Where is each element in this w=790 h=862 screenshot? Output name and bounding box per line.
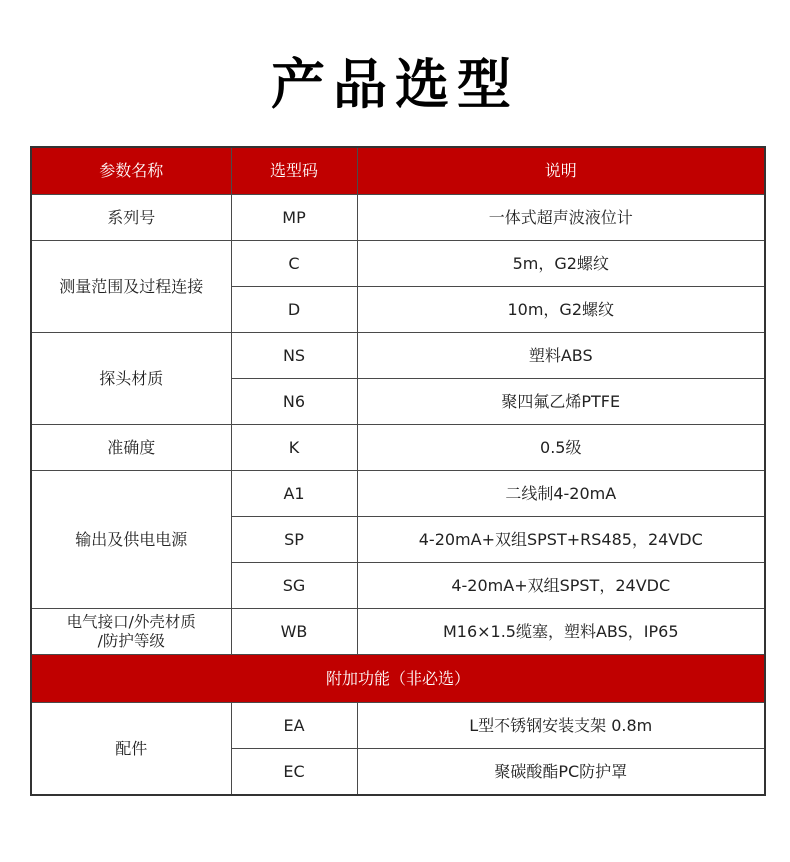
table-row — [31, 333, 765, 379]
table-row — [31, 609, 765, 655]
section-title: 附加功能（非必选） — [31, 655, 765, 703]
desc-cell: M16×1.5缆塞，塑料ABS，IP65 — [357, 609, 765, 655]
section-header-row — [31, 655, 765, 703]
param-cell — [31, 609, 231, 655]
code-cell: A1 — [231, 471, 357, 517]
param-cell: 系列号 — [31, 195, 231, 241]
param-line-1: 电气接口/外壳材质 — [66, 612, 196, 631]
desc-cell: 5m，G2螺纹 — [357, 241, 765, 287]
desc-cell: 聚四氟乙烯PTFE — [357, 379, 765, 425]
code-cell: K — [231, 425, 357, 471]
table-row — [31, 471, 765, 517]
desc-cell: 4-20mA+双组SPST，24VDC — [357, 563, 765, 609]
header-code: 选型码 — [231, 147, 357, 195]
code-cell: SG — [231, 563, 357, 609]
page-title: 产品选型 — [271, 53, 519, 116]
code-cell: N6 — [231, 379, 357, 425]
code-cell: MP — [231, 195, 357, 241]
table-header-row — [31, 147, 765, 195]
param-cell: 输出及供电电源 — [31, 471, 231, 609]
desc-cell: 塑料ABS — [357, 333, 765, 379]
code-cell: SP — [231, 517, 357, 563]
param-cell: 探头材质 — [31, 333, 231, 425]
desc-cell: 一体式超声波液位计 — [357, 195, 765, 241]
param-cell: 准确度 — [31, 425, 231, 471]
header-param: 参数名称 — [31, 147, 231, 195]
code-cell: C — [231, 241, 357, 287]
table-row — [31, 425, 765, 471]
code-cell: WB — [231, 609, 357, 655]
selection-table — [30, 146, 766, 796]
param-cell: 测量范围及过程连接 — [31, 241, 231, 333]
desc-cell: L型不锈钢安装支架 0.8m — [357, 703, 765, 749]
desc-cell: 二线制4-20mA — [357, 471, 765, 517]
code-cell: EC — [231, 749, 357, 796]
desc-cell: 10m，G2螺纹 — [357, 287, 765, 333]
table-row — [31, 703, 765, 749]
desc-cell: 聚碳酸酯PC防护罩 — [357, 749, 765, 796]
desc-cell: 4-20mA+双组SPST+RS485，24VDC — [357, 517, 765, 563]
header-desc: 说明 — [357, 147, 765, 195]
table-row — [31, 195, 765, 241]
code-cell: NS — [231, 333, 357, 379]
desc-cell: 0.5级 — [357, 425, 765, 471]
table-row — [31, 241, 765, 287]
code-cell: D — [231, 287, 357, 333]
param-cell: 配件 — [31, 703, 231, 796]
param-line-2: /防护等级 — [97, 631, 165, 650]
code-cell: EA — [231, 703, 357, 749]
